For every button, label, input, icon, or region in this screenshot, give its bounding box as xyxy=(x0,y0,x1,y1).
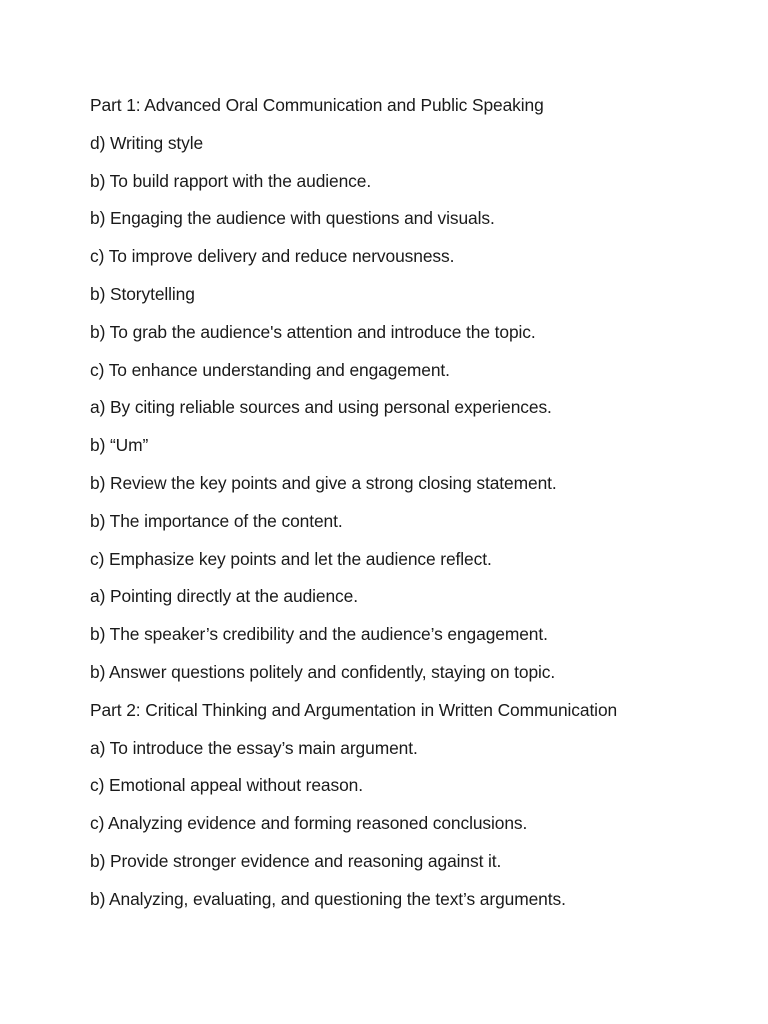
answer-line: b) The speaker’s credibility and the audience’s engagement. xyxy=(90,624,548,645)
answer-line: d) Writing style xyxy=(90,132,204,153)
answer-line: b) Review the key points and give a strong closing statement. xyxy=(90,472,557,493)
answer-line: b) To grab the audience's attention and introduce the topic. xyxy=(90,321,536,342)
answer-line: c) Emotional appeal without reason. xyxy=(90,775,363,796)
answer-line: a) Pointing directly at the audience. xyxy=(90,586,358,607)
answer-line: b) The importance of the content. xyxy=(90,510,343,531)
answer-line: b) Engaging the audience with questions and visuals. xyxy=(90,208,495,229)
answer-line: b) To build rapport with the audience. xyxy=(90,170,372,191)
answer-line: b) Provide stronger evidence and reasoning against it. xyxy=(90,850,502,871)
answer-line: c) To enhance understanding and engagement. xyxy=(90,359,450,380)
answer-line: b) “Um” xyxy=(90,435,149,456)
answer-line: a) By citing reliable sources and using personal experiences. xyxy=(90,397,552,418)
answer-line: b) Storytelling xyxy=(90,283,195,304)
answer-line: b) Analyzing, evaluating, and questioning the text’s arguments. xyxy=(90,888,566,909)
section-heading-part-1: Part 1: Advanced Oral Communication and Public Speaking xyxy=(90,95,544,115)
answer-line: c) To improve delivery and reduce nervousness. xyxy=(90,246,455,267)
answer-line: c) Analyzing evidence and forming reasoned conclusions. xyxy=(90,813,528,834)
answer-list xyxy=(90,94,750,926)
answer-line: a) To introduce the essay’s main argument. xyxy=(90,737,418,758)
answer-line: c) Emphasize key points and let the audience reflect. xyxy=(90,548,492,569)
answer-line: b) Answer questions politely and confidently, staying on topic. xyxy=(90,661,556,682)
section-heading-part-2: Part 2: Critical Thinking and Argumentation in Written Communication xyxy=(90,699,618,720)
